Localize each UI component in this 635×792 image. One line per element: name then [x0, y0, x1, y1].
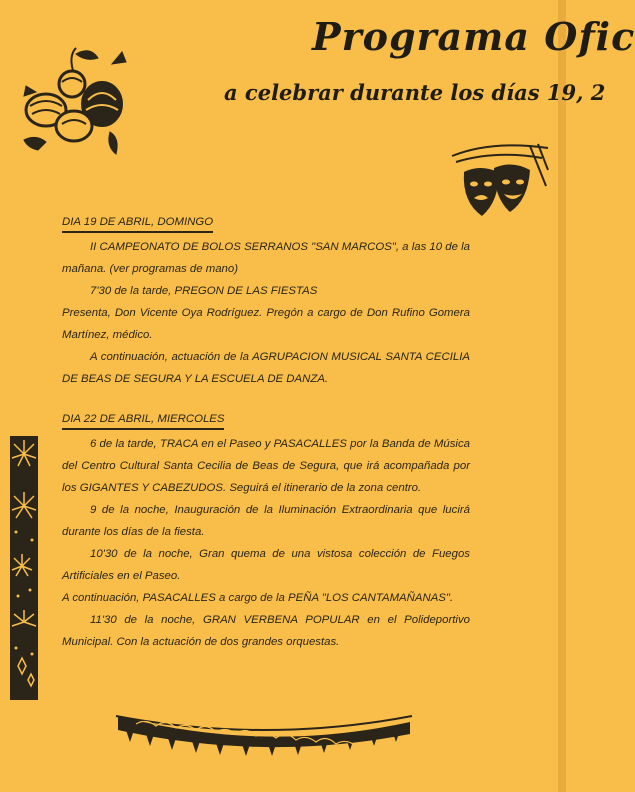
program-paragraph: 9 de la noche, Inauguración de la Iluminación Extraordinaria que lucirá durante los días de la fiesta.	[62, 504, 470, 538]
page-edge	[558, 0, 566, 792]
fruit-illustration-icon	[14, 44, 134, 160]
fireworks-illustration-icon	[4, 436, 44, 700]
day-section-22	[62, 408, 470, 653]
program-paragraph: 10'30 de la noche, Gran quema de una vistosa colección de Fuegos Artificiales en el Paseo.	[62, 548, 470, 582]
page-subtitle: a celebrar durante los días 19, 2	[224, 80, 606, 105]
program-content	[62, 211, 470, 653]
program-paragraph: A continuación, actuación de la AGRUPACION MUSICAL SANTA CECILIA DE BEAS DE SEGURA Y LA ESCUELA DE DANZA.	[62, 351, 470, 385]
program-paragraph: 7'30 de la tarde, PREGON DE LAS FIESTAS	[90, 285, 318, 297]
day-section-19	[62, 211, 470, 390]
program-paragraph: 11'30 de la noche, GRAN VERBENA POPULAR en el Polideportivo Municipal. Con la actuación de dos grandes orquestas.	[62, 614, 470, 648]
program-paragraph: 6 de la tarde, TRACA en el Paseo y PASACALLES por la Banda de Música del Centro Cultural Santa Cecilia de Beas de Segura, que irá acompañada por los GIGANTES Y CABEZUDOS. Seguirá el itinerario de la zona centro.	[62, 438, 470, 494]
day-heading: DIA 19 DE ABRIL, DOMINGO	[62, 214, 213, 233]
program-paragraph: Presenta, Don Vicente Oya Rodríguez. Pregón a cargo de Don Rufino Gomera Martínez, médico.	[62, 307, 470, 341]
program-paragraph: A continuación, PASACALLES a cargo de la PEÑA "LOS CANTAMAÑANAS".	[62, 592, 454, 604]
festive-garland-icon	[116, 708, 412, 762]
day-heading: DIA 22 DE ABRIL, MIERCOLES	[62, 411, 224, 430]
page-title: Programa Ofic	[312, 14, 635, 59]
program-paragraph: II CAMPEONATO DE BOLOS SERRANOS "SAN MARCOS", a las 10 de la mañana. (ver programas de mano)	[62, 241, 470, 275]
